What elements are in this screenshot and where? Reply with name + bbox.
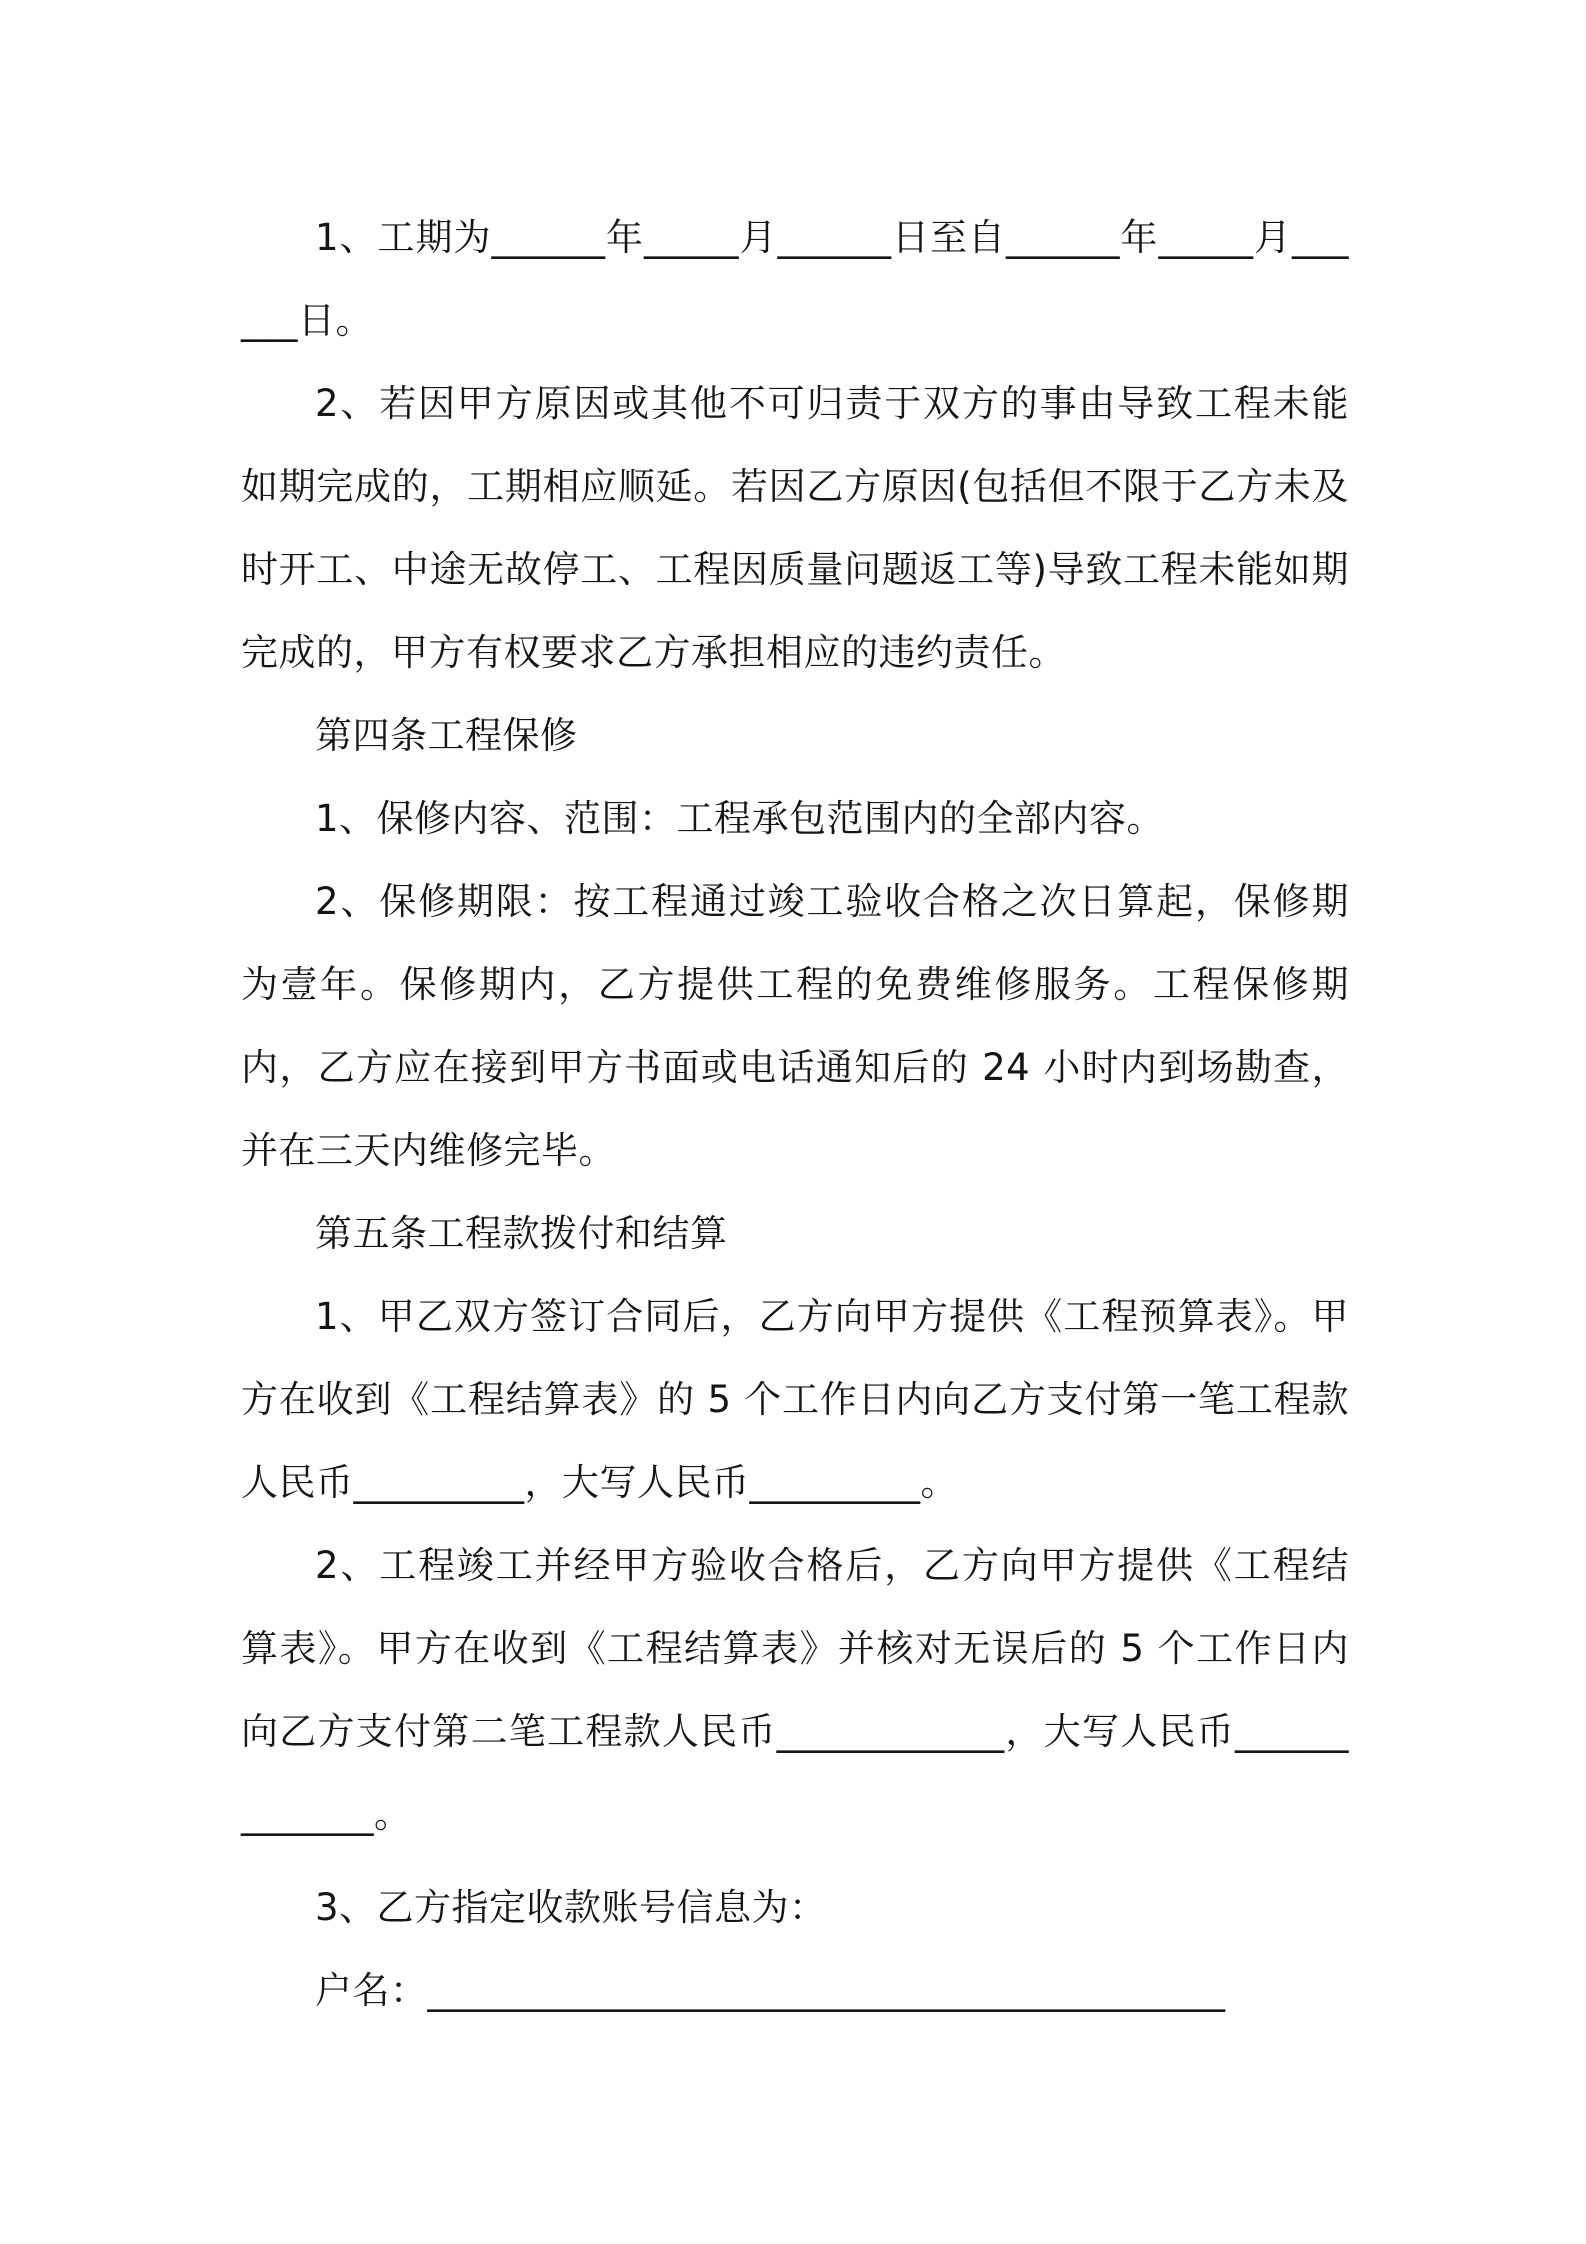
clause-4-item-2-period: 2、保修期限：按工程通过竣工验收合格之次日算起，保修期为壹年。保修期内，乙方提供工程的免费维修服务。工程保修期内，乙方应在接到甲方书面或电话通知后的 24 小时内到场勘查，并在三天内维修完毕。	[241, 880, 1349, 1172]
article-5-heading: 第五条工程款拨付和结算	[315, 1212, 728, 1255]
clause-5-item-1-first-payment: 1、甲乙双方签订合同后，乙方向甲方提供《工程预算表》。甲方在收到《工程结算表》的 5 个工作日内向乙方支付第一笔工程款人民币_________，大写人民币_________。	[241, 1295, 1349, 1504]
article-4-heading: 第四条工程保修	[315, 714, 578, 757]
clause-3-item-2-delay: 2、若因甲方原因或其他不可归责于双方的事由导致工程未能如期完成的，工期相应顺延。若因乙方原因(包括但不限于乙方未及时开工、中途无故停工、工程因质量问题返工等)导致工程未能如期完成的，甲方有权要求乙方承担相应的违约责任。	[241, 382, 1349, 674]
account-name-line: 户名：__________________________________________	[315, 1969, 1226, 2012]
clause-5-item-3-account: 3、乙方指定收款账号信息为：	[315, 1886, 827, 1929]
clause-3-item-1-term: 1、工期为______年_____月______日至自______年_____月______日。	[241, 216, 1349, 342]
document-body	[241, 196, 1349, 2032]
clause-5-item-2-second-payment: 2、工程竣工并经甲方验收合格后，乙方向甲方提供《工程结算表》。甲方在收到《工程结算表》并核对无误后的 5 个工作日内向乙方支付第二笔工程款人民币____________，大写人民币_____________。	[241, 1544, 1349, 1836]
clause-4-item-1-scope: 1、保修内容、范围：工程承包范围内的全部内容。	[315, 797, 1165, 840]
